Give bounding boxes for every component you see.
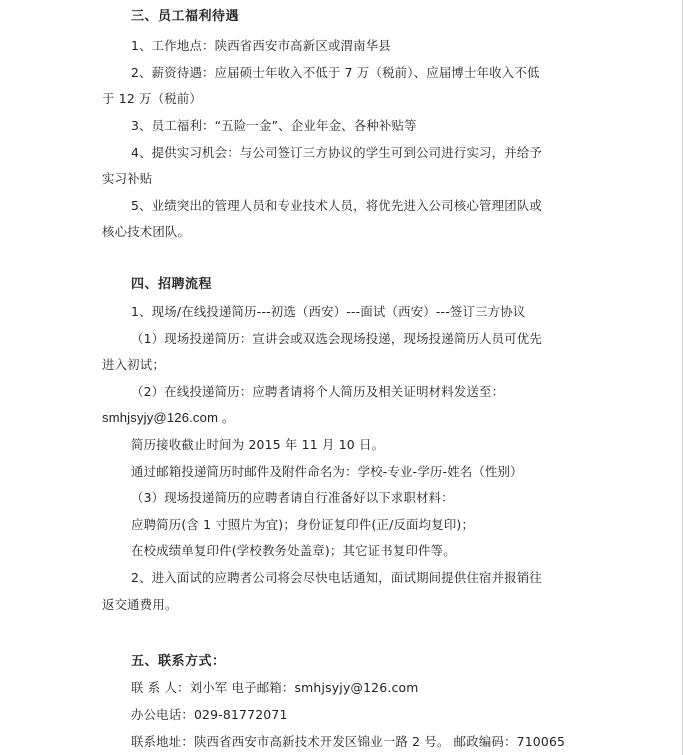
process-email: smhjsyjy@126.com 。 [102, 410, 236, 425]
process-step-2: 2、进入面试的应聘者公司将会尽快电话通知，面试期间提供住宿并报销往 [131, 570, 542, 585]
benefit-welfare: 3、员工福利：“五险一金”、企业年金、各种补贴等 [131, 118, 417, 133]
process-materials: （3）现场投递简历的应聘者请自行准备好以下求职材料： [131, 490, 454, 505]
section-heading-contact: 五、联系方式： [131, 654, 226, 669]
process-resume: 应聘简历(含 1 寸照片为宜)；身份证复印件(正/反面均复印)； [131, 517, 475, 532]
benefit-internship: 4、提供实习机会：与公司签订三方协议的学生可到公司进行实习，并给予 [131, 145, 542, 160]
process-onsite-cont: 进入初试； [102, 357, 165, 372]
contact-address: 联系地址：陕西省西安市高新技术开发区锦业一路 2 号。 邮政编码：710065 [131, 734, 566, 749]
benefit-promotion: 5、业绩突出的管理人员和专业技术人员，将优先进入公司核心管理团队或 [131, 198, 542, 213]
process-step-1: 1、现场/在线投递简历---初选（西安）---面试（西安）---签订三方协议 [131, 304, 526, 319]
benefit-internship-cont: 实习补贴 [102, 171, 153, 186]
benefit-promotion-cont: 核心技术团队。 [102, 224, 191, 239]
process-onsite: （1）现场投递简历：宣讲会或双选会现场投递，现场投递简历人员可优先 [131, 331, 542, 346]
benefit-location: 1、工作地点：陕西省西安市高新区或渭南华县 [131, 38, 391, 53]
contact-phone: 办公电话：029-81772071 [131, 707, 288, 722]
contact-person-email: 联 系 人：刘小军 电子邮箱：smhjsyjy@126.com [131, 680, 419, 695]
process-transcript: 在校成绩单复印件(学校教务处盖章)；其它证书复印件等。 [131, 543, 456, 558]
benefit-salary-cont: 于 12 万（税前） [102, 91, 202, 106]
section-heading-process: 四、招聘流程 [131, 277, 213, 292]
process-deadline: 简历接收截止时间为 2015 年 11 月 10 日。 [131, 437, 385, 452]
process-naming: 通过邮箱投递简历时邮件及附件命名为：学校-专业-学历-姓名（性别） [131, 464, 523, 479]
benefit-salary: 2、薪资待遇：应届硕士年收入不低于 7 万（税前）、应届博士年收入不低 [131, 65, 540, 80]
section-heading-benefits: 三、员工福利待遇 [131, 9, 240, 24]
process-online: （2）在线投递简历：应聘者请将个人简历及相关证明材料发送至： [131, 384, 505, 399]
process-step-2-cont: 返交通费用。 [102, 597, 178, 612]
